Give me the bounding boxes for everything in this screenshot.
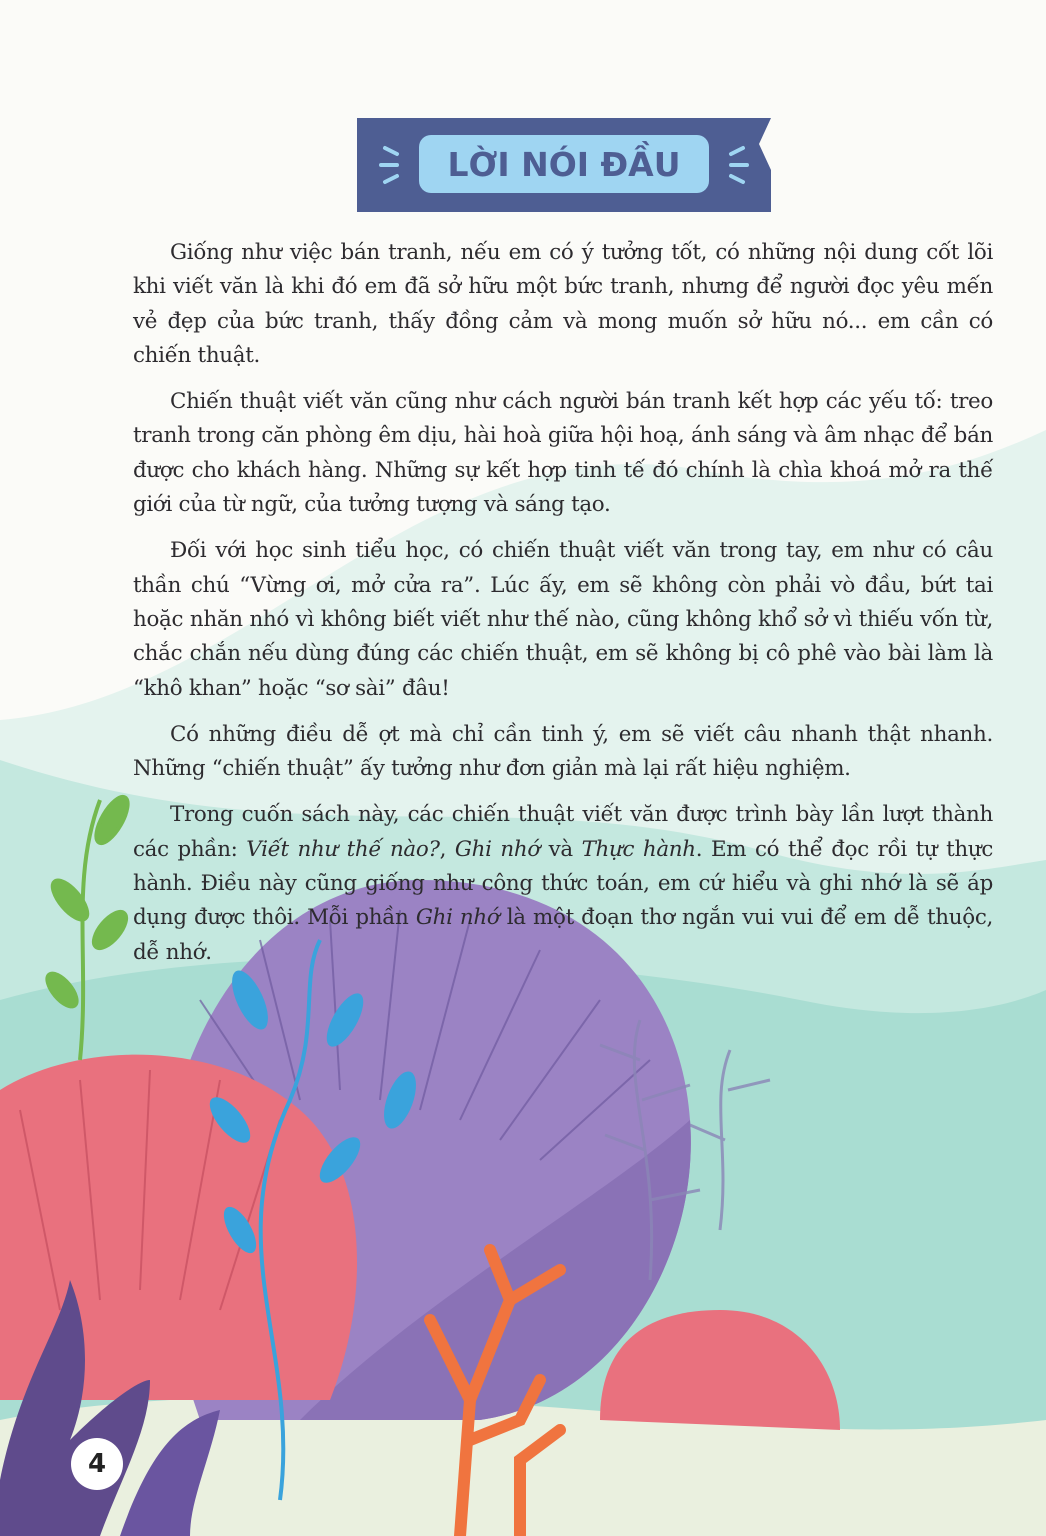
paragraph-2: Chiến thuật viết văn cũng như cách người bán tranh kết hợp các yếu tố: treo tranh trong căn phòng êm dịu, hài hoà giữa hội hoạ, ánh sáng và âm nhạc để bán được cho khách hàng. Những sự kết hợp tinh tế đó chính là chìa khoá mở ra thế giới của từ ngữ, của tưởng tượng và sáng tạo.	[133, 389, 993, 518]
preface-body	[133, 236, 993, 982]
page-number: 4	[71, 1438, 123, 1490]
paragraph-5	[133, 798, 993, 969]
paragraph-5-part-2: ,	[439, 836, 455, 862]
section-name-remember-2: Ghi nhớ	[415, 905, 500, 931]
paragraph-4: Có những điều dễ ợt mà chỉ cần tinh ý, em sẽ viết câu nhanh thật nhanh. Những “chiến thuật” ấy tưởng như đơn giản mà lại rất hiệu nghiệm.	[133, 721, 993, 782]
paragraph-5-part-1: Trong cuốn sách này, các chiến thuật viết văn được trình bày lần lượt thành các phần:	[133, 802, 993, 862]
title-pill	[419, 135, 709, 193]
section-name-remember: Ghi nhớ	[454, 836, 540, 862]
section-name-practice: Thực hành	[581, 836, 696, 862]
paragraph-5-part-4: . Em có thể đọc rồi tự thực hành. Điều này cũng giống như công thức toán, em cứ hiểu và ghi nhớ là sẽ áp dụng được thôi. Mỗi phần	[133, 836, 994, 931]
paragraph-1: Giống như việc bán tranh, nếu em có ý tưởng tốt, có những nội dung cốt lõi khi viết văn là khi đó em đã sở hữu một bức tranh, nhưng để người đọc yêu mến vẻ đẹp của bức tranh, thấy đồng cảm và mong muốn sở hữu nó... em cần có chiến thuật.	[133, 240, 993, 368]
paragraph-3: Đối với học sinh tiểu học, có chiến thuật viết văn trong tay, em như có câu thần chú “Vừng ơi, mở cửa ra”. Lúc ấy, em sẽ không còn phải vò đầu, bứt tai hoặc nhăn nhó vì không biết viết như thế nào, cũng không khổ sở vì thiếu vốn từ, chắc chắn nếu dùng đúng các chiến thuật, em sẽ không bị cô phê vào bài làm là “khô khan” hoặc “sơ sài” đâu!	[133, 538, 993, 701]
page-title: LỜI NÓI ĐẦU	[447, 144, 681, 184]
paragraph-5-part-3: và	[539, 836, 582, 862]
title-banner	[357, 118, 771, 212]
paragraph-5-part-5: là một đoạn thơ ngắn vui vui để em dễ thuộc, dễ nhớ.	[133, 905, 994, 965]
section-name-how: Viết như thế nào?	[246, 836, 440, 862]
